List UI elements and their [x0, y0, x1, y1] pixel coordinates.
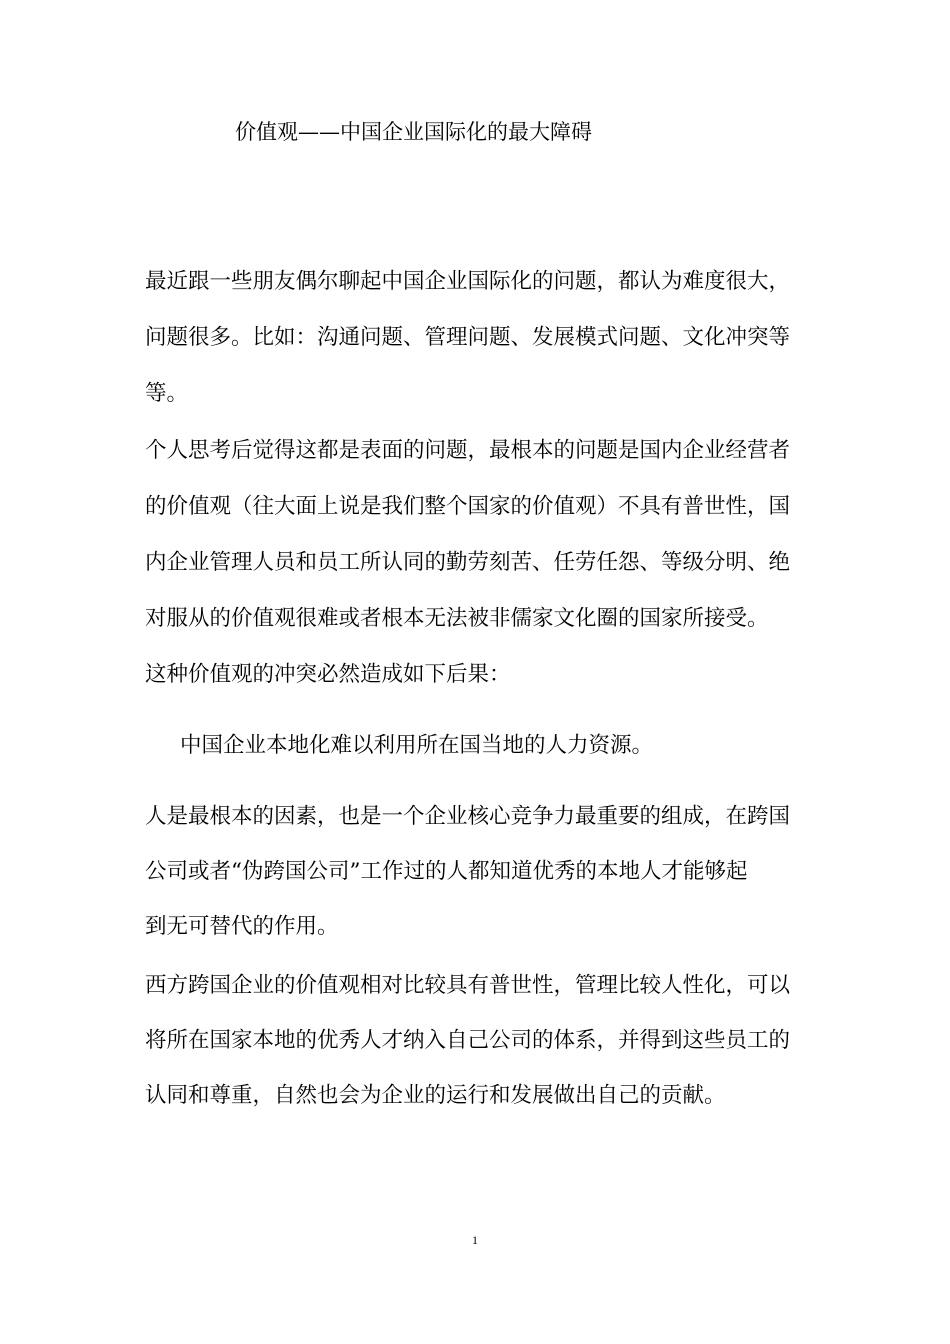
paragraph-2 [145, 433, 813, 637]
paragraph-line: 等。 [145, 381, 189, 406]
paragraph-line: 问题很多。比如：沟通问题、管理问题、发展模式问题、文化冲突等 [145, 325, 791, 350]
paragraph-line: 最近跟一些朋友偶尔聊起中国企业国际化的问题，都认为难度很大， [145, 269, 791, 294]
paragraph-line: 这种价值观的冲突必然造成如下后果： [145, 662, 511, 687]
paragraph-line: 中国企业本地化难以利用所在国当地的人力资源。 [180, 733, 654, 758]
paragraph-line: 西方跨国企业的价值观相对比较具有普世性，管理比较人性化，可以 [145, 973, 791, 998]
paragraph-line: 人是最根本的因素，也是一个企业核心竞争力最重要的组成，在跨国 [145, 804, 791, 829]
paragraph-4 [180, 728, 848, 764]
paragraph-line: 到无可替代的作用。 [145, 914, 339, 939]
document-title: 价值观——中国企业国际化的最大障碍 [235, 120, 592, 144]
paragraph-line: 对服从的价值观很难或者根本无法被非儒家文化圈的国家所接受。 [145, 606, 769, 631]
paragraph-line: 个人思考后觉得这都是表面的问题，最根本的问题是国内企业经营者 [145, 438, 791, 463]
paragraph-line: 内企业管理人员和员工所认同的勤劳刻苦、任劳任怨、等级分明、绝 [145, 550, 791, 575]
paragraph-6 [145, 968, 813, 1114]
page-number: 1 [472, 1233, 478, 1247]
paragraph-line: 的价值观（往大面上说是我们整个国家的价值观）不具有普世性，国 [145, 494, 791, 519]
paragraph-line: 认同和尊重，自然也会为企业的运行和发展做出自己的贡献。 [145, 1083, 726, 1108]
paragraph-1 [145, 264, 813, 412]
paragraph-line: 公司或者“伪跨国公司”工作过的人都知道优秀的本地人才能够起 [145, 859, 748, 884]
paragraph-line: 将所在国家本地的优秀人才纳入自己公司的体系，并得到这些员工的 [145, 1028, 791, 1053]
paragraph-3 [145, 657, 813, 693]
paragraph-5 [145, 799, 813, 945]
